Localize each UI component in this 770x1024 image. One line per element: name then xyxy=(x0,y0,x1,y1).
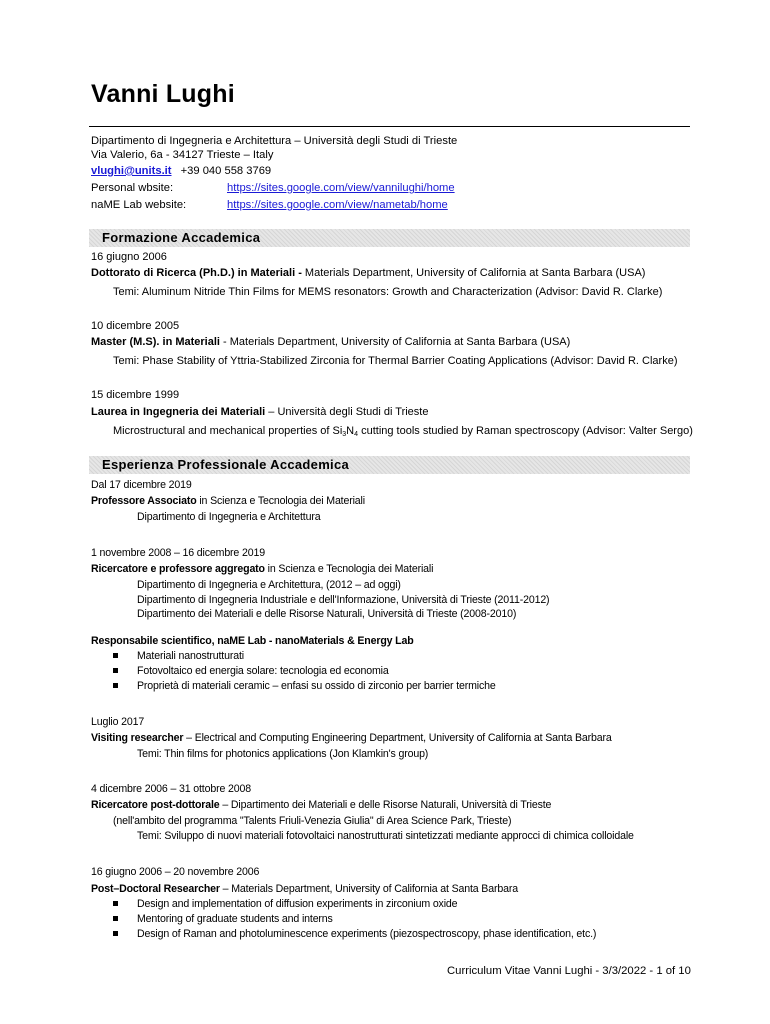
personal-website-label: Personal wbsite: xyxy=(91,182,174,194)
phd-institution: Materials Department, University of California at Santa Barbara (USA) xyxy=(301,267,646,279)
list-item-text: Fotovoltaico ed energia solare: tecnologia ed economia xyxy=(137,665,389,677)
ucsb-postdoc-role: Post–Doctoral Researcher xyxy=(91,883,220,895)
phd-date: 16 giugno 2006 xyxy=(91,251,167,263)
bullet-icon xyxy=(113,683,118,688)
ms-date: 10 dicembre 2005 xyxy=(91,320,180,332)
phd-degree: Dottorato di Ricerca (Ph.D.) in Materiali - xyxy=(91,267,302,279)
subscript: 3 xyxy=(342,431,347,438)
ricercatore-dept-2: Dipartimento di Ingegneria Industriale e dell'Informazione, Università di Trieste (2011-2012) xyxy=(137,594,550,606)
ricercatore-dept-3: Dipartimento dei Materiali e delle Risorse Naturali, Università di Trieste (2008-2010) xyxy=(137,608,517,620)
ms-thesis: Temi: Phase Stability of Yttria-Stabilized Zirconia for Thermal Barrier Coating Applications (Advisor: David R. Clarke) xyxy=(113,355,678,367)
visiting-line xyxy=(91,731,612,745)
assoc-date: Dal 17 dicembre 2019 xyxy=(91,479,192,491)
list-item xyxy=(137,897,457,911)
laurea-degree: Laurea in Ingegneria dei Materiali xyxy=(91,406,266,418)
laurea-date: 15 dicembre 1999 xyxy=(91,389,180,401)
section-esperienza xyxy=(89,456,690,474)
subscript: 4 xyxy=(354,431,359,438)
visiting-temi: Temi: Thin films for photonics applications (Jon Klamkin's group) xyxy=(137,748,429,760)
list-item-text: Mentoring of graduate students and interns xyxy=(137,913,333,925)
contact-line xyxy=(91,164,271,178)
ricercatore-role: Ricercatore e professore aggregato xyxy=(91,563,265,575)
personal-website-link[interactable]: https://sites.google.com/view/vannilughi/home xyxy=(227,182,455,194)
laurea-thesis-pre: Microstructural and mechanical properties of Si xyxy=(113,425,343,437)
address: Via Valerio, 6a - 34127 Trieste – Italy xyxy=(91,149,274,161)
ms-institution: - Materials Department, University of California at Santa Barbara (USA) xyxy=(219,336,571,348)
laurea-thesis xyxy=(113,424,693,442)
header-rule xyxy=(89,126,690,127)
bullet-icon xyxy=(113,653,118,658)
list-item xyxy=(137,649,244,663)
ricercatore-line xyxy=(91,562,433,576)
list-item-text: Materiali nanostrutturati xyxy=(137,650,244,662)
list-item xyxy=(137,679,496,693)
ucsb-postdoc-line xyxy=(91,882,518,896)
list-item xyxy=(137,927,596,941)
ucsb-postdoc-rest: – Materials Department, University of California at Santa Barbara xyxy=(219,883,518,895)
laurea-thesis-n: N xyxy=(346,425,355,437)
lab-website-line xyxy=(91,198,448,212)
list-item-text: Design of Raman and photoluminescence experiments (piezospectroscopy, phase identification, etc.) xyxy=(137,928,597,940)
phone: +39 040 558 3769 xyxy=(180,165,272,177)
ricercatore-rest: in Scienza e Tecnologia dei Materiali xyxy=(264,563,434,575)
assoc-line xyxy=(91,494,365,508)
section-formazione xyxy=(89,229,690,247)
visiting-role: Visiting researcher xyxy=(91,732,184,744)
lab-website-link[interactable]: https://sites.google.com/view/nametab/home xyxy=(227,199,448,211)
laurea-institution: – Università degli Studi di Trieste xyxy=(265,406,429,418)
email-link[interactable]: vlughi@units.it xyxy=(91,165,172,177)
laurea-line xyxy=(91,405,428,419)
bullet-icon xyxy=(113,901,118,906)
postdoc-rest: – Dipartimento dei Materiali e delle Risorse Naturali, Università di Trieste xyxy=(219,799,552,811)
ricercatore-dept-1: Dipartimento di Ingegneria e Architettura, (2012 – ad oggi) xyxy=(137,579,401,591)
personal-website-line xyxy=(91,181,455,195)
page-footer: Curriculum Vitae Vanni Lughi - 3/3/2022 - 1 of 10 xyxy=(447,965,691,977)
postdoc-temi: Temi: Sviluppo di nuovi materiali fotovoltaici nanostrutturati sintetizzati mediante approcci di chimica colloidale xyxy=(137,830,634,842)
assoc-dept: Dipartimento di Ingegneria e Architettura xyxy=(137,511,321,523)
lab-title: Responsabile scientifico, naME Lab - nanoMaterials & Energy Lab xyxy=(91,635,414,647)
list-item-text: Proprietà di materiali ceramic – enfasi su ossido di zirconio per barrier termiche xyxy=(137,680,496,692)
ucsb-postdoc-date: 16 giugno 2006 – 20 novembre 2006 xyxy=(91,866,260,878)
postdoc-program: (nell'ambito del programma "Talents Friuli-Venezia Giulia" di Area Science Park, Trieste) xyxy=(113,815,512,827)
visiting-date: Luglio 2017 xyxy=(91,716,145,728)
section-title: Formazione Accademica xyxy=(102,230,261,245)
ms-degree: Master (M.S). in Materiali xyxy=(91,336,220,348)
ricercatore-date: 1 novembre 2008 – 16 dicembre 2019 xyxy=(91,547,265,559)
postdoc-role: Ricercatore post-dottorale xyxy=(91,799,220,811)
postdoc-date: 4 dicembre 2006 – 31 ottobre 2008 xyxy=(91,783,251,795)
bullet-icon xyxy=(113,916,118,921)
postdoc-line xyxy=(91,798,551,812)
visiting-rest: – Electrical and Computing Engineering Department, University of California at Santa Barbara xyxy=(183,732,612,744)
ms-line xyxy=(91,335,570,349)
list-item xyxy=(137,912,333,926)
list-item-text: Design and implementation of diffusion experiments in zirconium oxide xyxy=(137,898,458,910)
phd-line xyxy=(91,266,645,280)
lab-website-label: naME Lab website: xyxy=(91,199,187,211)
phd-thesis: Temi: Aluminum Nitride Thin Films for MEMS resonators: Growth and Characterization (Advisor: David R. Clarke) xyxy=(113,286,663,298)
bullet-icon xyxy=(113,668,118,673)
bullet-icon xyxy=(113,931,118,936)
section-title: Esperienza Professionale Accademica xyxy=(102,457,350,472)
assoc-rest: in Scienza e Tecnologia dei Materiali xyxy=(196,495,365,507)
cv-name: Vanni Lughi xyxy=(91,80,235,108)
affiliation: Dipartimento di Ingegneria e Architettura – Università degli Studi di Trieste xyxy=(91,135,458,147)
laurea-thesis-post: cutting tools studied by Raman spectroscopy (Advisor: Valter Sergo) xyxy=(358,425,693,437)
assoc-role: Professore Associato xyxy=(91,495,197,507)
list-item xyxy=(137,664,389,678)
